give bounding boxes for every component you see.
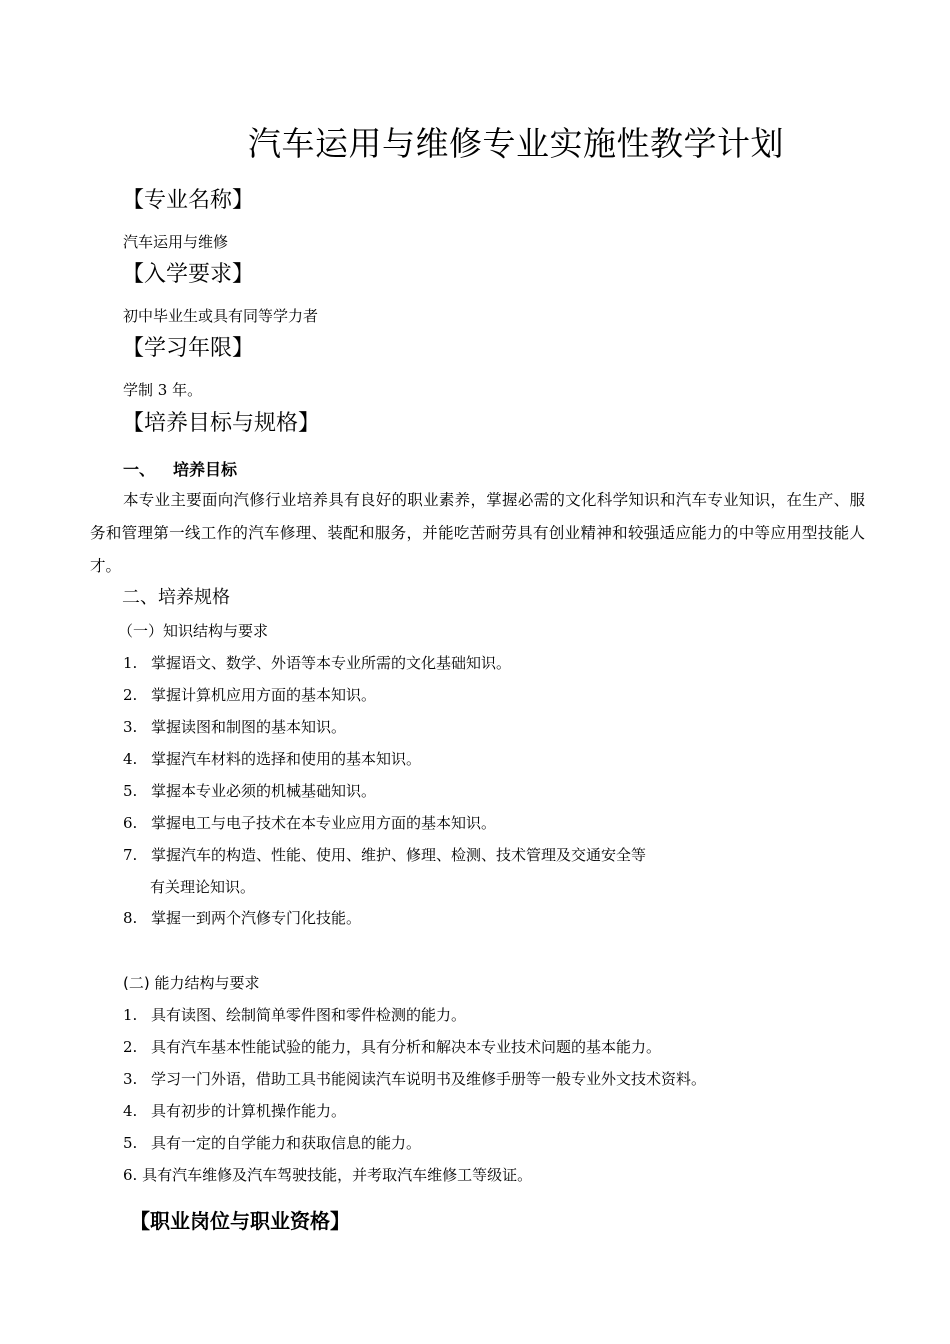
list-item-number: 1. <box>123 654 138 672</box>
list-item <box>123 684 376 705</box>
list-item-number: 4. <box>123 750 138 768</box>
list-item-number: 2. <box>123 686 138 704</box>
heading-major-name: 【专业名称】 <box>122 188 255 213</box>
list-item-number: 5. <box>123 1134 138 1152</box>
spec-heading: 二、培养规格 <box>122 587 230 608</box>
heading-admission: 【入学要求】 <box>122 262 255 287</box>
list-item-text: 具有读图、绘制简单零件图和零件检测的能力。 <box>151 1006 467 1024</box>
goal-heading: 培养目标 <box>173 460 238 479</box>
list-item-continuation: 有关理论知识。 <box>150 878 256 896</box>
list-item <box>123 748 421 769</box>
list-item-number: 6. <box>123 1166 138 1184</box>
list-item-text: 具有汽车基本性能试验的能力，具有分析和解决本专业技术问题的基本能力。 <box>151 1038 662 1056</box>
list-item <box>123 1036 661 1057</box>
list-item-text: 掌握语文、数学、外语等本专业所需的文化基础知识。 <box>151 654 512 672</box>
document-title: 汽车运用与维修专业实施性教学计划 <box>248 124 784 163</box>
list-item-number: 3. <box>123 718 138 736</box>
list-item-text: 具有初步的计算机操作能力。 <box>151 1102 347 1120</box>
heading-career: 【职业岗位与职业资格】 <box>130 1209 350 1233</box>
list-item <box>123 716 346 737</box>
admission-value: 初中毕业生或具有同等学力者 <box>123 307 319 325</box>
list-item-number: 1. <box>123 1006 138 1024</box>
list-item-number: 4. <box>123 1102 138 1120</box>
duration-value: 学制 3 年。 <box>123 381 203 399</box>
goal-paragraph: 本专业主要面向汽修行业培养具有良好的职业素养，掌握必需的文化科学知识和汽车专业知识，在生产、服务和管理第一线工作的汽车修理、装配和服务，并能吃苦耐劳具有创业精神和较强适应能力的中等应用型技能人才。 <box>90 491 865 575</box>
list-item <box>123 844 646 865</box>
list-item <box>123 1068 706 1089</box>
list-item-text: 掌握读图和制图的基本知识。 <box>151 718 347 736</box>
list-item-text: 掌握本专业必须的机械基础知识。 <box>151 782 377 800</box>
list-item-number: 2. <box>123 1038 138 1056</box>
list-item-text: 掌握电工与电子技术在本专业应用方面的基本知识。 <box>151 814 497 832</box>
list-item-text: 掌握汽车的构造、性能、使用、维护、修理、检测、技术管理及交通安全等 <box>151 846 647 864</box>
list-item <box>123 1004 466 1025</box>
list-item-text: 具有汽车维修及汽车驾驶技能，并考取汽车维修工等级证。 <box>142 1166 533 1184</box>
list-item <box>123 652 511 673</box>
list-item-number: 6. <box>123 814 138 832</box>
list-item-number: 3. <box>123 1070 138 1088</box>
list-item-text: 具有一定的自学能力和获取信息的能力。 <box>151 1134 422 1152</box>
list-item-number: 5. <box>123 782 138 800</box>
list-item <box>123 1164 532 1185</box>
list-item-text: 掌握计算机应用方面的基本知识。 <box>151 686 377 704</box>
list-item-text: 掌握一到两个汽修专门化技能。 <box>151 909 362 927</box>
list-item <box>123 812 496 833</box>
list-item <box>123 780 376 801</box>
list-item-number: 8. <box>123 909 138 927</box>
list-item-number: 7. <box>123 846 138 864</box>
ability-heading: (二) 能力结构与要求 <box>123 974 260 992</box>
major-name-value: 汽车运用与维修 <box>123 233 229 251</box>
list-item-text: 掌握汽车材料的选择和使用的基本知识。 <box>151 750 422 768</box>
list-item <box>123 1132 421 1153</box>
goal-heading-number: 一、 <box>123 460 156 479</box>
list-item <box>123 1100 346 1121</box>
knowledge-heading: （一）知识结构与要求 <box>118 622 269 640</box>
list-item <box>123 907 361 928</box>
list-item-text: 学习一门外语，借助工具书能阅读汽车说明书及维修手册等一般专业外文技术资料。 <box>151 1070 707 1088</box>
heading-objectives: 【培养目标与规格】 <box>122 411 321 436</box>
heading-duration: 【学习年限】 <box>122 336 255 361</box>
